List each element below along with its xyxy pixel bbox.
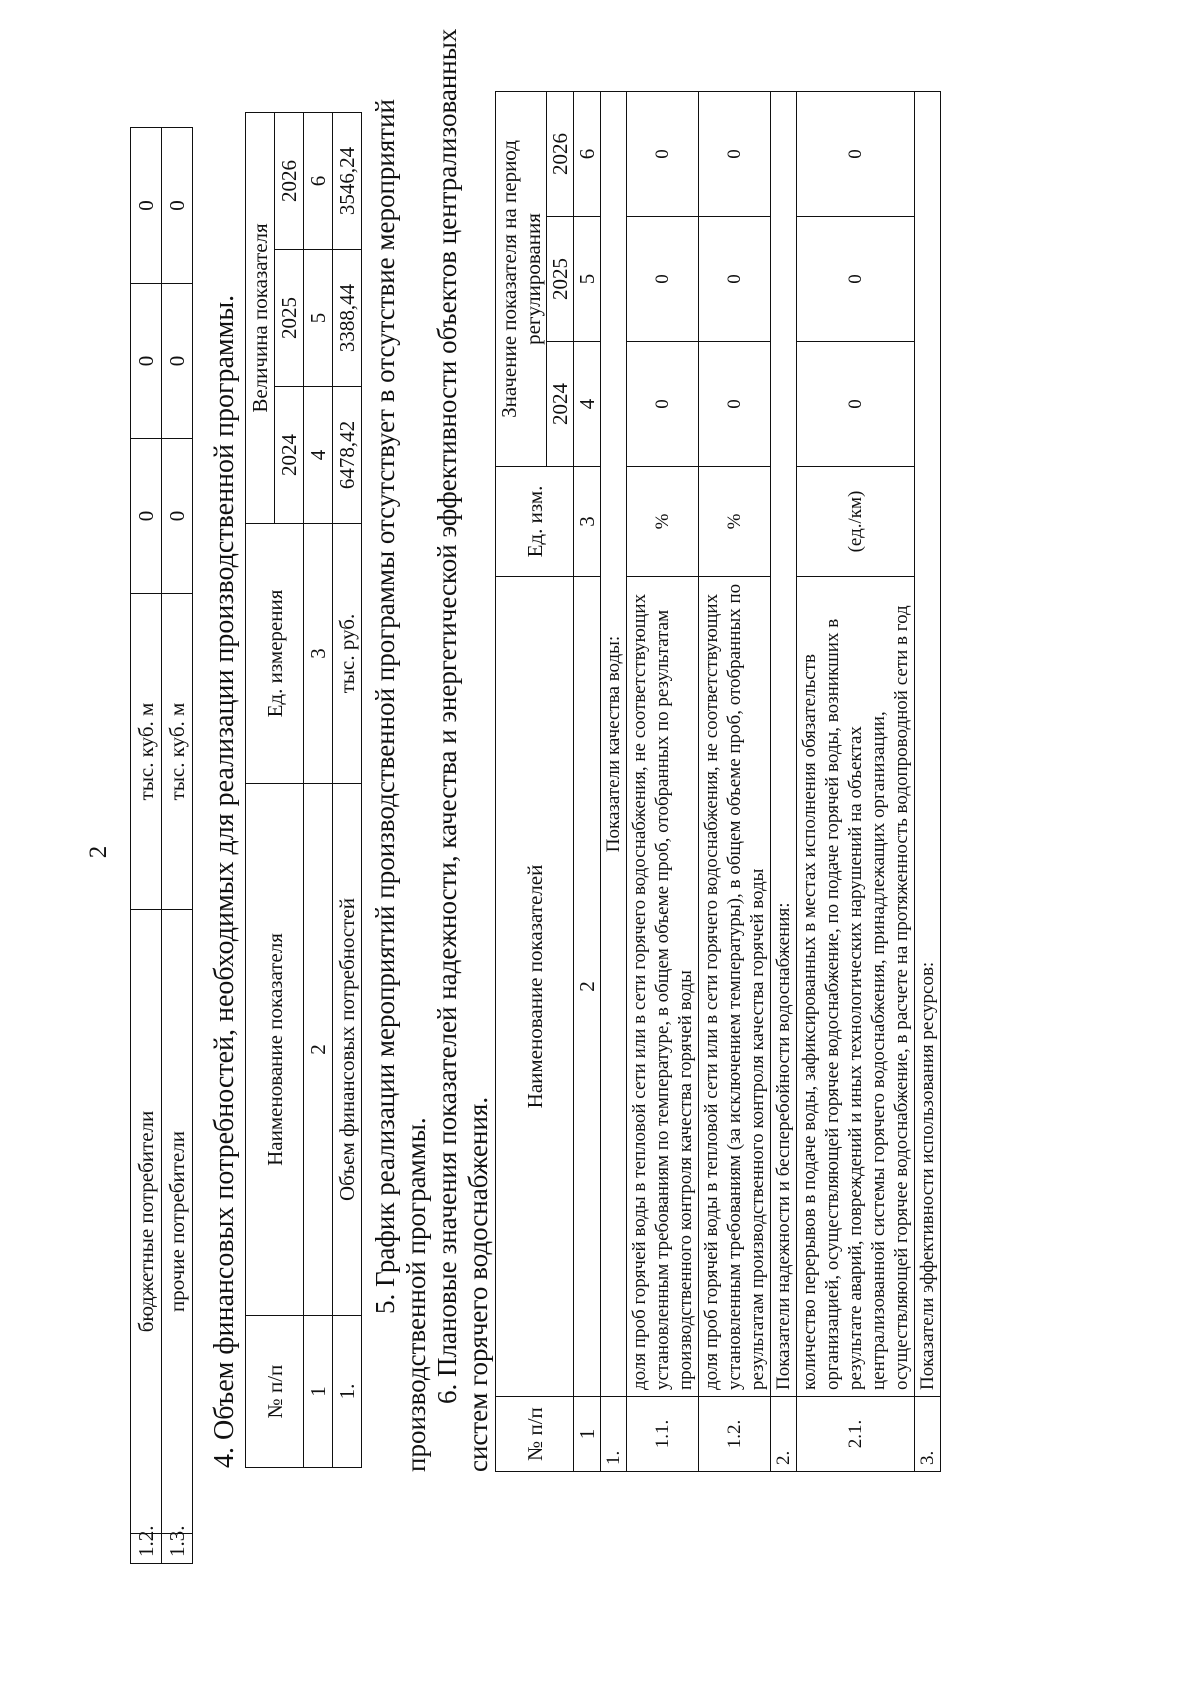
table-row	[333, 113, 362, 1468]
header-year-2024: 2024	[547, 342, 574, 467]
section-6-title: 6. Плановые значения показателей надежности, качества и энергетической эффективности объектов централизованных	[432, 28, 462, 1404]
value-2026: 0	[162, 128, 193, 284]
consumer-name: бюджетные потребители	[131, 910, 162, 1534]
header-year-2024: 2024	[275, 387, 304, 524]
header-name: Наименование показателей	[496, 577, 574, 1397]
header-year-2026: 2026	[547, 91, 574, 216]
header-num: № п/п	[496, 1397, 574, 1472]
value-2025: 3388,44	[333, 250, 362, 387]
header-year-2025: 2025	[547, 217, 574, 342]
value-2024: 6478,42	[333, 387, 362, 524]
col-number: 4	[304, 387, 333, 524]
section-4-title: 4. Объем финансовых потребностей, необходимых для реализации производственной программы.	[209, 294, 240, 1468]
col-number: 6	[304, 113, 333, 250]
header-unit: Ед. измерения	[246, 524, 304, 784]
row-number: 2.	[771, 1397, 797, 1472]
unit-cell: тыс. куб. м	[162, 594, 193, 910]
row-number: 1.2.	[699, 1397, 771, 1472]
unit-cell: %	[627, 467, 699, 577]
indicator-name: количество перерывов в подаче воды, зафиксированных в местах исполнения обязательств организацией, осуществляющей горячее водоснабжение, по подаче горячей воды, возникших в результате аварий, повреждений и иных технологических нарушений на объектах централизованной системы горячего водоснабжения, принадлежащих организации, осуществляющей горячее водоснабжение, в расчете на протяженность водопроводной сети в год	[797, 577, 915, 1397]
header-name: Наименование показателя	[246, 784, 304, 1316]
header-year-2025: 2025	[275, 250, 304, 387]
header-value: Значение показателя на период регулирования	[496, 91, 547, 466]
row-number: 1.1.	[627, 1397, 699, 1472]
indicator-name: доля проб горячей воды в тепловой сети или в сети горячего водоснабжения, не соответствующих установленным требованиям (за исключением температуры), в общем объеме проб, отобранных по результатам производственного контроля качества горячей воды	[699, 577, 771, 1397]
section-row	[601, 91, 627, 1471]
section-5-text: 5. График реализации мероприятий производственной программы отсутствует в отсутствие мероприятий	[370, 99, 400, 1314]
table-row	[699, 91, 771, 1471]
value-2024: 0	[699, 342, 771, 467]
value-2026: 0	[699, 91, 771, 216]
section-5-text-continued: производственной программы.	[401, 1117, 431, 1472]
section-row-title: Показатели качества воды:	[601, 91, 627, 1396]
consumers-table	[130, 127, 193, 1564]
value-2024: 0	[131, 439, 162, 594]
indicator-name: доля проб горячей воды в тепловой сети или в сети горячего водоснабжения, не соответствующих установленным требованиям по температуре, в общем объеме проб, отобранных по результатам производственного контроля качества горячей воды	[627, 577, 699, 1397]
col-number: 1	[304, 1316, 333, 1468]
finance-table	[245, 112, 362, 1468]
value-2024: 0	[162, 439, 193, 594]
row-number: 1.	[333, 1316, 362, 1468]
col-number: 5	[574, 217, 601, 342]
unit-cell: (ед./км)	[797, 467, 915, 577]
unit-cell: %	[699, 467, 771, 577]
col-number: 3	[574, 467, 601, 577]
col-number: 4	[574, 342, 601, 467]
col-number: 2	[574, 577, 601, 1397]
value-2025: 0	[627, 217, 699, 342]
indicators-table	[495, 91, 941, 1472]
value-2026: 0	[131, 128, 162, 284]
value-2025: 0	[162, 284, 193, 439]
section-row	[771, 91, 797, 1471]
header-unit: Ед. изм.	[496, 467, 574, 577]
row-number: 1.3.	[162, 1534, 193, 1564]
table-header-row	[496, 91, 547, 1471]
table-row	[131, 128, 162, 1564]
header-num: № п/п	[246, 1316, 304, 1468]
row-number: 2.1.	[797, 1397, 915, 1472]
col-number: 1	[574, 1397, 601, 1472]
column-number-row	[574, 91, 601, 1471]
section-row	[915, 91, 941, 1471]
column-number-row	[304, 113, 333, 1468]
value-2025: 0	[797, 217, 915, 342]
section-6-title-continued: систем горячего водоснабжения.	[463, 1096, 493, 1472]
row-number: 3.	[915, 1397, 941, 1472]
indicator-name: Объем финансовых потребностей	[333, 784, 362, 1316]
row-number: 1.2.	[131, 1534, 162, 1564]
unit-cell: тыс. куб. м	[131, 594, 162, 910]
value-2026: 0	[797, 91, 915, 216]
value-2025: 0	[131, 284, 162, 439]
value-2024: 0	[797, 342, 915, 467]
consumer-name: прочие потребители	[162, 910, 193, 1534]
table-header-row	[246, 113, 275, 1468]
section-row-title: Показатели надежности и бесперебойности водоснабжения:	[771, 91, 797, 1396]
value-2024: 0	[627, 342, 699, 467]
unit-cell: тыс. руб.	[333, 524, 362, 784]
table-row	[797, 91, 915, 1471]
value-2025: 0	[699, 217, 771, 342]
col-number: 3	[304, 524, 333, 784]
value-2026: 0	[627, 91, 699, 216]
section-row-title: Показатели эффективности использования ресурсов:	[915, 91, 941, 1396]
table-row	[627, 91, 699, 1471]
row-number: 1.	[601, 1397, 627, 1472]
page-number: 2	[85, 845, 112, 859]
col-number: 2	[304, 784, 333, 1316]
value-2026: 3546,24	[333, 113, 362, 250]
col-number: 6	[574, 91, 601, 216]
header-year-2026: 2026	[275, 113, 304, 250]
col-number: 5	[304, 250, 333, 387]
table-row	[162, 128, 193, 1564]
header-value: Величина показателя	[246, 113, 275, 524]
